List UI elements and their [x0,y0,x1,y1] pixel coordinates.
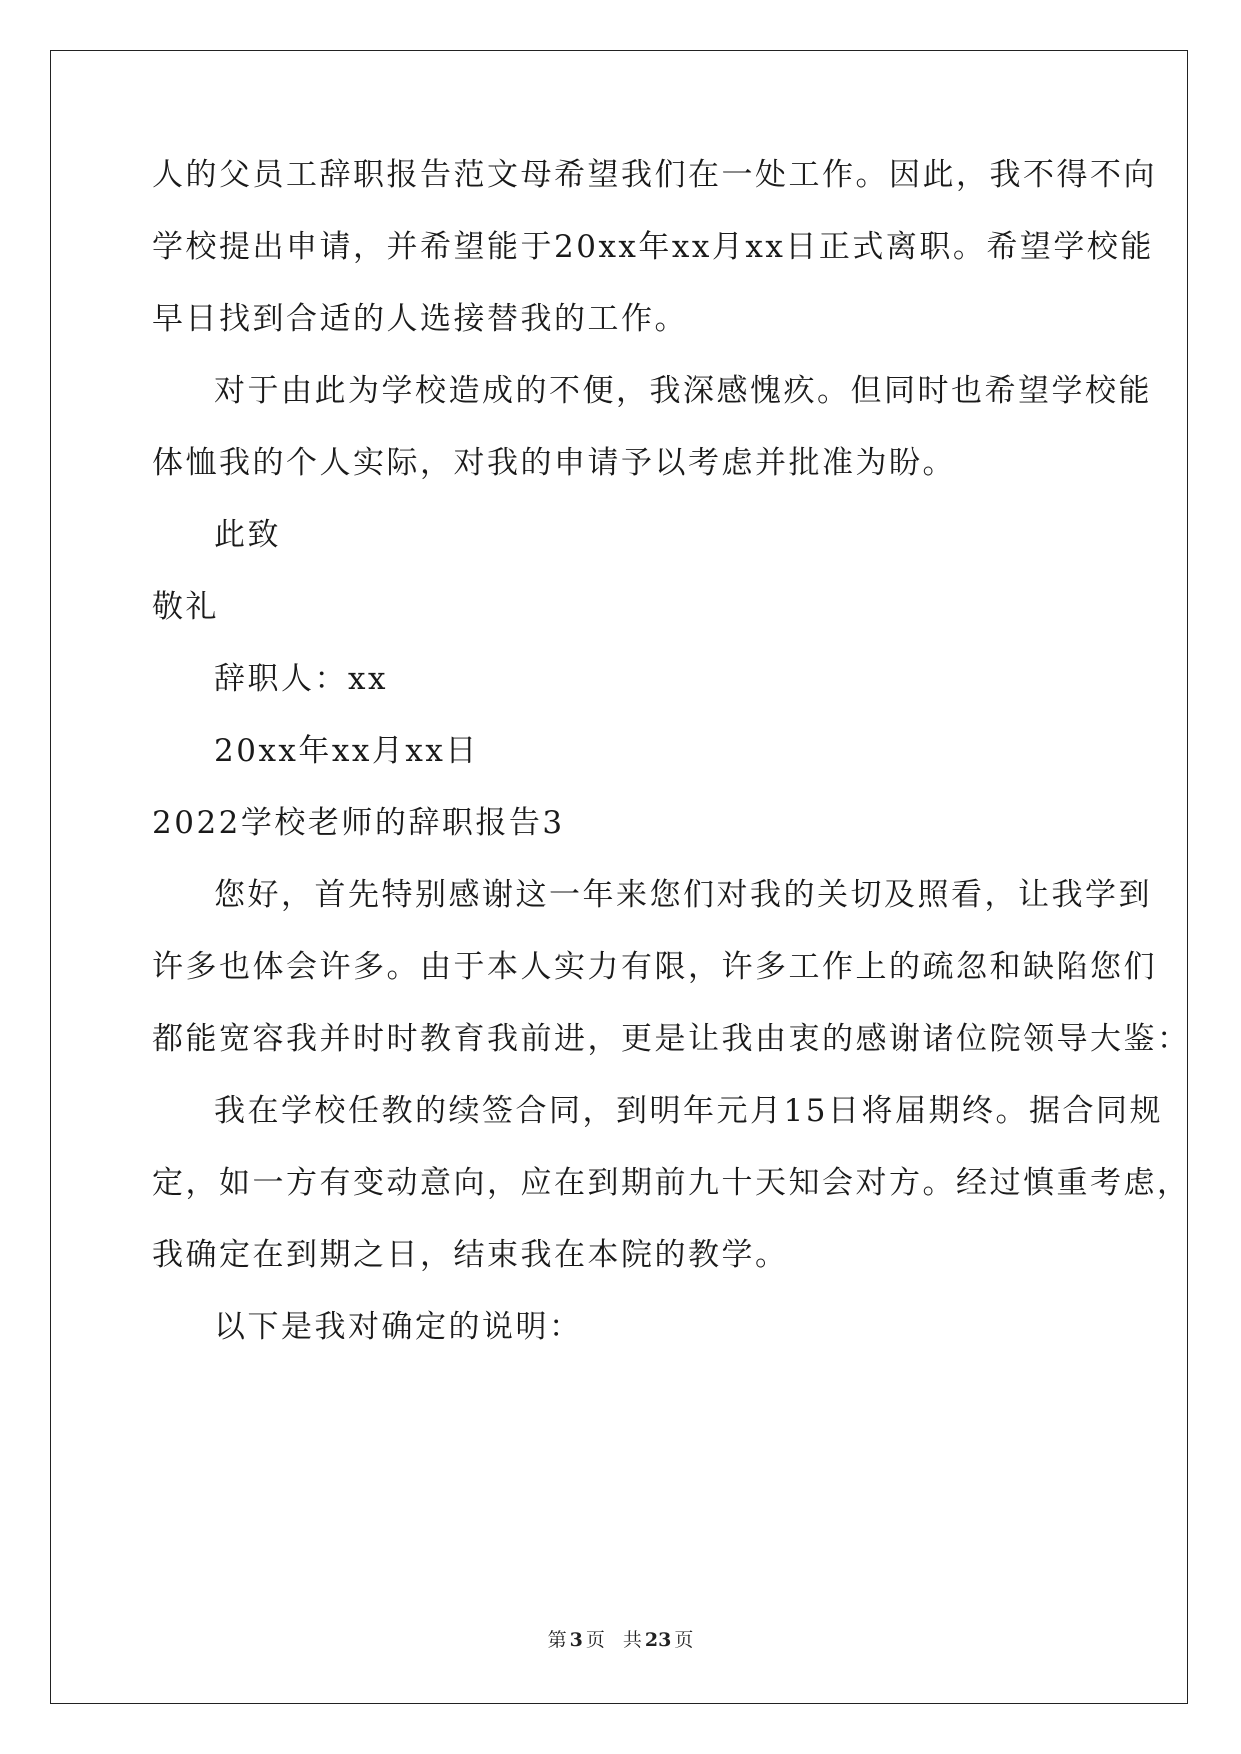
total-unit: 页 [674,1629,694,1651]
closing-salutation: 此致 [214,517,281,553]
signature-date: 20xx年xx月xx日 [214,733,479,769]
body-line: 学校提出申请，并希望能于20xx年xx月xx日正式离职。希望学校能 [152,229,1154,265]
body-line: 体恤我的个人实际，对我的申请予以考虑并批准为盼。 [152,445,956,481]
body-line: 都能宽容我并时时教育我前进，更是让我由衷的感谢诸位院领导大鉴： [152,1021,1191,1057]
signature-name: 辞职人：xx [214,661,388,697]
body-line: 许多也体会许多。由于本人实力有限，许多工作上的疏忽和缺陷您们 [152,949,1157,985]
body-line: 以下是我对确定的说明： [214,1309,583,1345]
body-line: 早日找到合适的人选接替我的工作。 [152,301,688,337]
total-prefix: 共 [622,1629,642,1651]
page-footer [0,1628,1241,1652]
body-line: 我确定在到期之日，结束我在本院的教学。 [152,1237,789,1273]
section-heading: 2022学校老师的辞职报告3 [152,805,565,841]
body-line: 我在学校任教的续签合同，到明年元月15日将届期终。据合同规 [214,1093,1163,1129]
page-unit: 页 [585,1629,605,1651]
page-current: 3 [569,1629,583,1651]
page-total: 23 [644,1629,672,1651]
page-prefix: 第 [547,1629,567,1651]
body-line: 对于由此为学校造成的不便，我深感愧疚。但同时也希望学校能 [214,373,1152,409]
body-line: 您好，首先特别感谢这一年来您们对我的关切及照看，让我学到 [214,877,1152,913]
closing-regards: 敬礼 [152,589,219,625]
body-line: 人的父员工辞职报告范文母希望我们在一处工作。因此，我不得不向 [152,157,1157,193]
body-line: 定，如一方有变动意向，应在到期前九十天知会对方。经过慎重考虑， [152,1165,1191,1201]
